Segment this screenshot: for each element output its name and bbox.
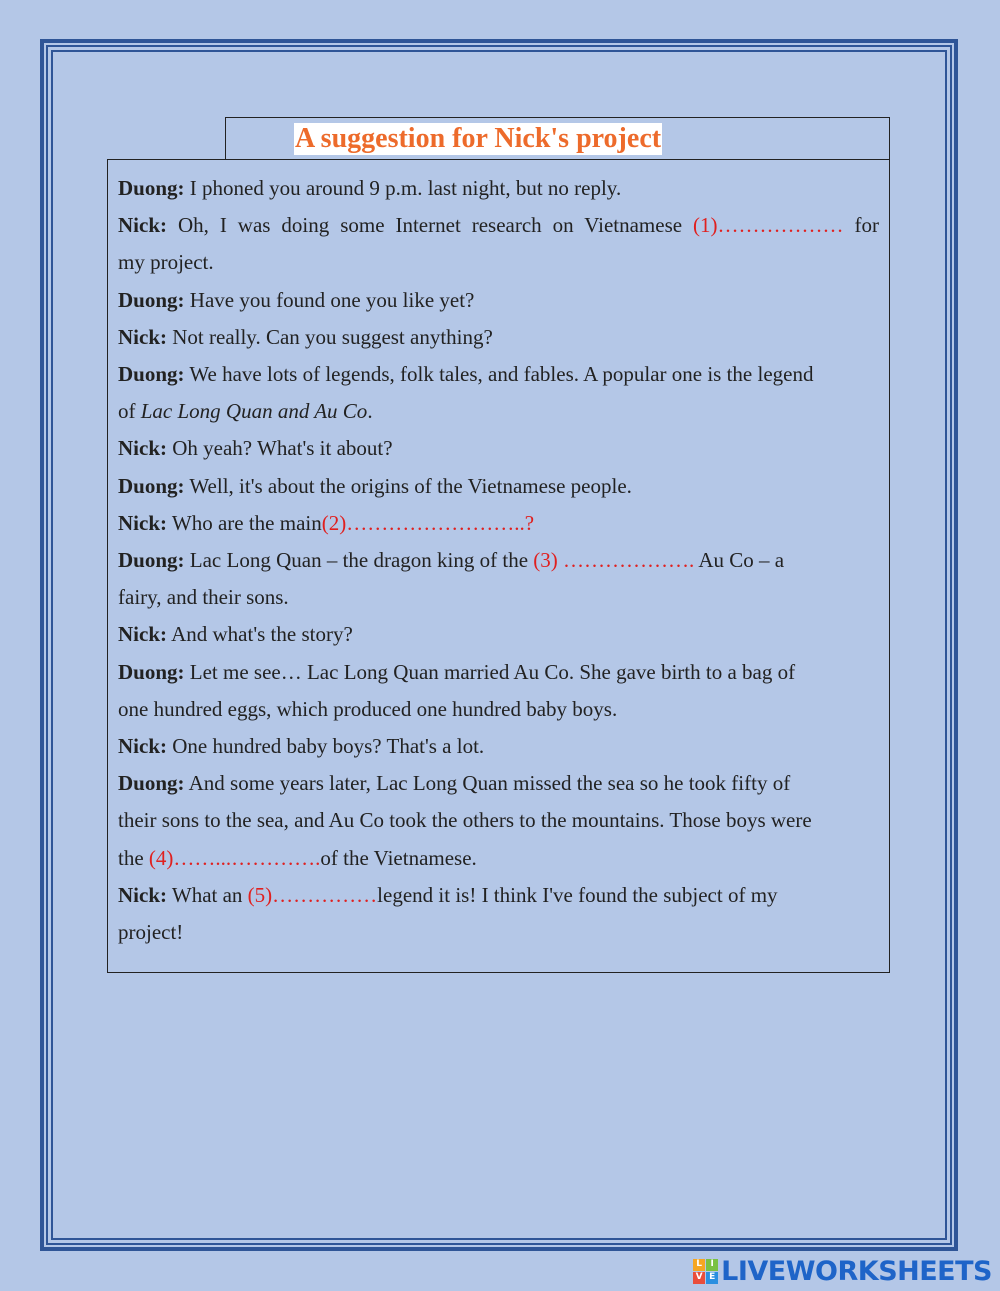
speaker-name: Nick: [118,324,167,349]
line-text: Oh, I was doing some Internet research on Vietnamese [167,213,694,238]
line-text: We have lots of legends, folk tales, and fables. A popular one is the legend [184,362,814,387]
dialogue-line [118,393,879,430]
line-text: Well, it's about the origins of the Vietnamese people. [184,473,632,498]
title-box [225,117,890,160]
line-text: my project. [118,250,214,275]
line-text: Let me see… Lac Long Quan married Au Co. She gave birth to a bag of [184,659,796,684]
speaker-name: Nick: [118,734,167,759]
dialogue-line [118,802,879,839]
dialogue-line [118,430,879,467]
line-text: Not really. Can you suggest anything? [167,324,493,349]
line-text: Au Co – a [694,548,785,573]
speaker-name: Duong: [118,771,185,796]
answer-blank-3[interactable]: (3) ………………. [533,548,695,573]
line-text: fairy, and their sons. [118,585,289,610]
legend-title: Lac Long Quan and Au Co [140,399,368,424]
speaker-name: Nick: [118,436,167,461]
logo-text: LIVEWORKSHEETS [721,1255,992,1287]
dialogue-line [118,542,879,579]
logo-grid-icon [693,1259,718,1284]
line-text: one hundred eggs, which produced one hundred baby boys. [118,696,618,721]
dialogue-box [107,159,890,973]
answer-blank-4[interactable]: (4)……...…………. [148,845,321,870]
logo-letter-i: I [706,1259,718,1271]
speaker-name: Nick: [118,882,167,907]
speaker-name: Nick: [118,510,167,535]
logo-letter-l: L [693,1259,705,1271]
line-text: And what's the story? [167,622,353,647]
line-text: And some years later, Lac Long Quan missed the sea so he took fifty of [184,771,791,796]
dialogue-line [118,654,879,691]
line-text: of [118,399,141,424]
dialogue-line [118,691,879,728]
line-text: Have you found one you like yet? [184,287,475,312]
line-text: Who are the main [167,510,322,535]
dialogue-line [118,207,879,244]
dialogue-line [118,505,879,542]
speaker-name: Duong: [118,362,185,387]
line-text: I phoned you around 9 p.m. last night, but no reply. [184,176,622,200]
line-text: of the Vietnamese. [320,845,477,870]
speaker-name: Duong: [118,548,185,573]
dialogue-line [118,468,879,505]
dialogue-line [118,765,879,802]
dialogue-line [118,319,879,356]
line-text: project! [118,920,184,945]
logo-letter-e: E [706,1272,718,1284]
speaker-name: Nick: [118,213,167,238]
dialogue-line [118,244,879,281]
dialogue-line [118,840,879,877]
dialogue-line [118,914,879,951]
dialogue-line [118,877,879,914]
line-text: the [118,845,149,870]
line-text: . [367,399,373,424]
dialogue-line [118,579,879,616]
line-text: What an [167,882,248,907]
line-text: Oh yeah? What's it about? [167,436,393,461]
line-text: Lac Long Quan – the dragon king of the [184,548,534,573]
dialogue-line [118,728,879,765]
line-text: legend it is! I think I've found the subject of my [377,882,778,907]
dialogue-line [118,616,879,653]
dialogue-line [118,170,879,207]
answer-blank-5[interactable]: (5)…………… [247,882,378,907]
page-title: A suggestion for Nick's project [295,123,662,154]
answer-blank-1[interactable]: (1)……………… [693,213,844,238]
logo-letter-v: V [693,1272,705,1284]
liveworksheets-logo [693,1255,992,1287]
answer-blank-2[interactable]: (2)……………………..? [321,510,535,535]
dialogue-line [118,282,879,319]
speaker-name: Duong: [118,287,185,312]
speaker-name: Duong: [118,473,185,498]
line-text: One hundred baby boys? That's a lot. [167,734,485,759]
speaker-name: Duong: [118,176,185,200]
line-text: for [843,213,879,238]
speaker-name: Duong: [118,659,185,684]
line-text: their sons to the sea, and Au Co took the others to the mountains. Those boys were [118,808,812,833]
speaker-name: Nick: [118,622,167,647]
dialogue-line [118,356,879,393]
